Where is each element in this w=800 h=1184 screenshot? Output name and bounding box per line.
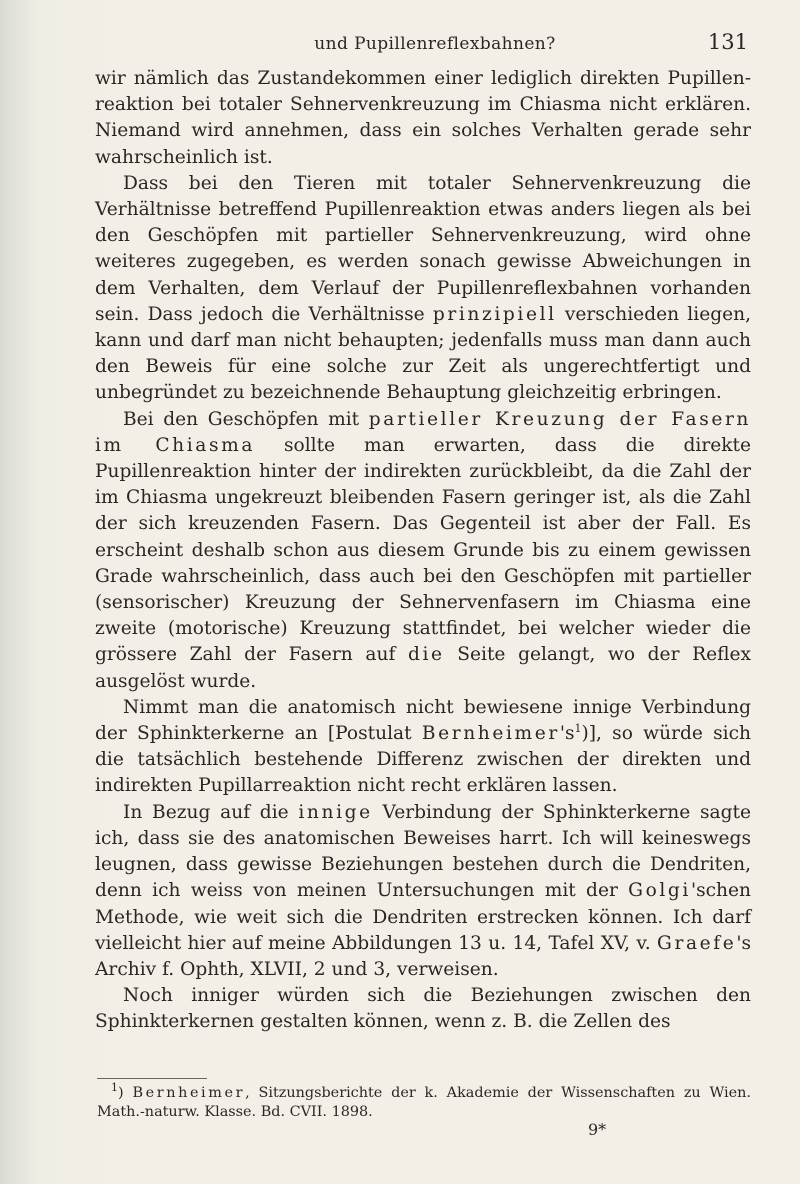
spaced-emphasis: Graefe (657, 932, 737, 954)
signature-mark: 9* (588, 1120, 607, 1139)
footnote-marker: 1 (111, 1081, 118, 1095)
page-number: 131 (707, 30, 748, 54)
paragraph (95, 800, 751, 983)
text-run: , Sitzungsberichte der k. Akademie der Wissenschaften zu Wien. Math.-naturw. Klasse. Bd. CVII. 1898. (97, 1085, 751, 1120)
paragraph (95, 66, 751, 171)
text-run: Verbindung der Sphinkterkerne sagte ich, dass sie des anatomischen Beweises harrt. Ich will keineswegs leugnen, dass gewisse Beziehungen bestehen durch die Dendriten, denn ich weiss von meinen Untersuchungen mit der (95, 801, 751, 902)
page-edge-shadow (0, 0, 34, 1184)
text-run: ) (118, 1085, 133, 1101)
footnote-marker: 1 (574, 721, 582, 735)
spaced-emphasis: partieller Kreuzung der Fasern im Chiasma (95, 408, 752, 456)
text-run: In Bezug auf die (123, 801, 299, 823)
footnote-text (97, 1081, 751, 1122)
paragraph (95, 407, 751, 695)
paragraph (95, 983, 751, 1035)
spaced-emphasis: innige (298, 801, 373, 823)
text-run: )], so würde sich die tatsächlich bestehende Differenz zwischen der direkten und indirekten Pupillarreaktion nicht recht erklären lassen. (95, 723, 751, 797)
text-run: 's Archiv f. Ophth, XLVII, 2 und 3, verweisen. (95, 932, 751, 980)
spaced-emphasis: Golgi (628, 880, 691, 902)
spaced-emphasis: Bernheimer (132, 1085, 246, 1101)
text-run: wir nämlich das Zustandekommen einer lediglich direkten Pupillen-reaktion bei totaler Sehnervenkreuzung im Chiasma nicht erklären. Niemand wird annehmen, dass ein solches Verhalten gerade sehr wahrscheinlich ist. (95, 68, 751, 168)
spaced-emphasis: prinzipiell (432, 303, 557, 325)
text-run: Bei den Geschöpfen mit (123, 408, 369, 430)
text-run: sollte man erwarten, dass die direkte Pupillenreaktion hinter der indirekten zurückbleibt, da die Zahl der im Chiasma ungekreuzt bleibenden Fasern geringer ist, als die Zahl der sich kreuzenden Fasern. Das Gegenteil ist aber der Fall. Es erscheint deshalb schon aus diesem Grunde bis zu einem gewissen Grade wahrscheinlich, dass auch bei den Geschöpfen mit partieller (sensorischer) Kreuzung der Sehnervenfasern im Chiasma eine zweite (motorische) Kreuzung stattfindet, bei welcher wieder die grössere Zahl der Fasern auf (95, 434, 752, 666)
text-run: 'schen Methode, wie weit sich die Dendriten erstrecken können. Ich darf vielleicht hier auf meine Abbildungen 13 u. 14, Tafel XV, v. (95, 880, 751, 954)
paragraph (95, 171, 751, 407)
spaced-emphasis: Bernheimer (421, 723, 560, 745)
text-run: Seite gelangt, wo der Reflex ausgelöst wurde. (95, 644, 751, 692)
page-header (120, 30, 750, 58)
text-run: verschieden liegen, kann und darf man nicht behaupten; jedenfalls muss man dann auch den Beweis für eine solche zur Zeit als ungerechtfertigt und unbegründet zu bezeichnende Behauptung gleichzeitig erbringen. (95, 303, 751, 404)
footnote (97, 1081, 751, 1122)
body-text (95, 66, 751, 1036)
running-head: und Pupillenreflexbahnen? (314, 34, 556, 54)
text-run: Noch inniger würden sich die Beziehungen zwischen den Sphinkterkernen gestalten können, wenn z. B. die Zellen des (95, 985, 751, 1033)
text-run: Dass bei den Tieren mit totaler Sehnervenkreuzung die Verhältnisse betreffend Pupillenreaktion etwas anders liegen als bei den Geschöpfen mit partieller Sehnervenkreuzung, wird ohne weiteres zugegeben, es werden sonach gewisse Abweichungen in dem Verhalten, dem Verlauf der Pupillenreflexbahnen vorhanden sein. Dass jedoch die Verhältnisse (95, 172, 751, 325)
text-run: Nimmt man die anatomisch nicht bewiesene innige Verbindung der Sphinkterkerne an [Postulat (95, 696, 751, 745)
paragraph (95, 695, 751, 800)
spaced-emphasis: die (407, 644, 445, 666)
footnote-rule (97, 1078, 207, 1079)
text-run: 's (559, 723, 575, 745)
